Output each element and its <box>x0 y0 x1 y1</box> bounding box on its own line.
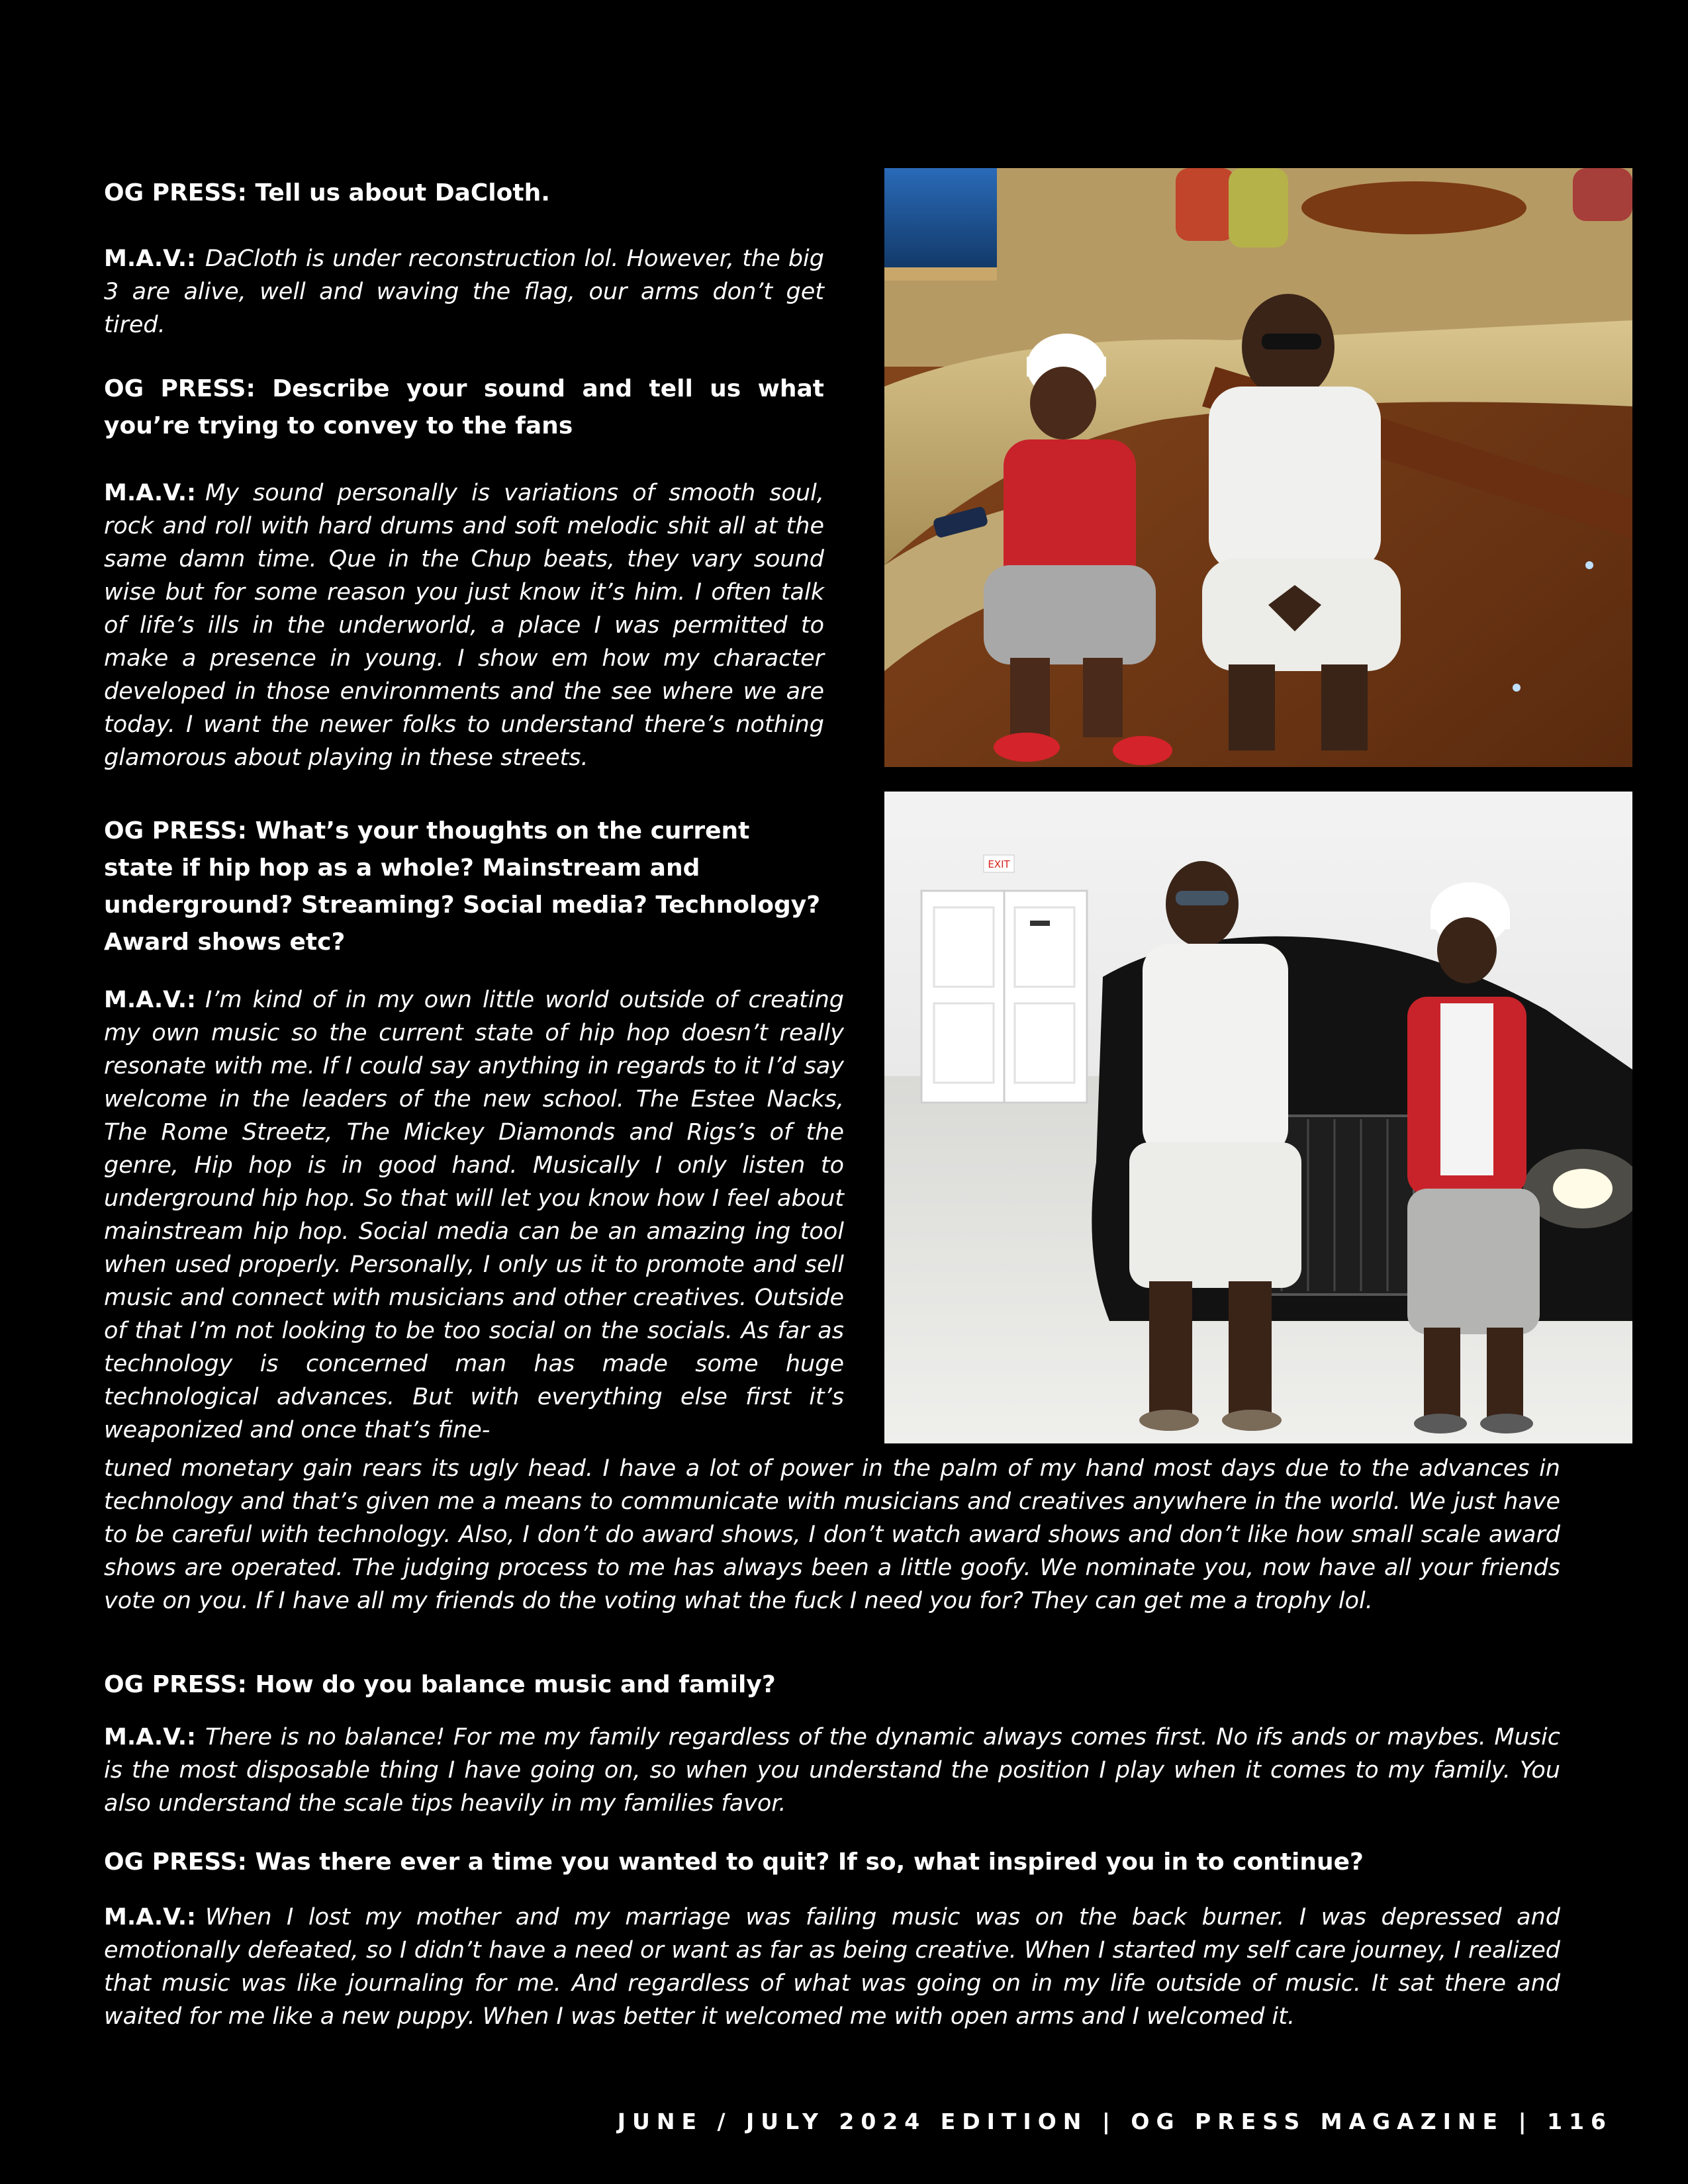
answer-text: There is no balance! For me my family regardless of the dynamic always comes first. No ifs ands or maybes. Music is the most disposable thing I have going on, so when you understand the position I play when it comes to my family. You also understand the scale tips heavily in my families favor. <box>104 1724 1560 1817</box>
answer-balance <box>104 1721 1560 1820</box>
question-quit <box>104 1844 1560 1881</box>
answer-text: When I lost my mother and my marriage was failing music was on the back burner. I was depressed and emotionally defeated, so I didn’t have a need or want as far as being creative. When I started my self care journey, I realized that music was like journaling for me. And regardless of what was going on in my life outside of music. It sat there and waited for me like a new puppy. When I was better it welcomed me with open arms and I welcomed it. <box>104 1904 1560 2030</box>
photo-yacht-interior <box>884 168 1632 767</box>
exit-sign-text: EXIT <box>988 858 1010 870</box>
question-dacloth <box>104 175 825 212</box>
question-text: OG PRESS: Describe your sound and tell us what you’re trying to convey to the fans <box>104 375 824 439</box>
answer-dacloth <box>104 242 824 341</box>
question-text: OG PRESS: Tell us about DaCloth. <box>104 179 550 206</box>
photo-garage-car <box>884 792 1632 1443</box>
page-footer: JUNE / JULY 2024 EDITION | OG PRESS MAGAZINE | 116 <box>617 2109 1613 2134</box>
answer-label: M.A.V.: <box>104 246 197 272</box>
question-balance <box>104 1666 1560 1704</box>
answer-quit <box>104 1901 1560 2033</box>
photo-yacht-interior-image <box>884 168 1632 767</box>
answer-label: M.A.V.: <box>104 480 197 506</box>
answer-text: DaCloth is under reconstruction lol. However, the big 3 are alive, well and waving the flag, our arms don’t get tired. <box>104 246 824 338</box>
answer-text: I’m kind of in my own little world outside of creating my own music so the current state of hip hop doesn’t really resonate with me. If I could say anything in regards to it I’d say welcome in the leaders of the new school. The Estee Nacks, The Rome Streetz, The Mickey Diamonds and Rigs’s of the genre, Hip hop is in good hand. Musically I only listen to underground hip hop. So that will let you know how I feel about mainstream hip hop. Social media can be an amazing ing tool when used properly. Personally, I only us it to promote and sell music and connect with musicians and other creatives. Outside of that I’m not looking to be too social on the socials. As far as technology is concerned man has made some huge technological advances. But with everything else first it’s weaponized and once that’s fine- <box>104 987 844 1443</box>
answer-label: M.A.V.: <box>104 987 197 1013</box>
question-hiphop-state <box>104 813 824 961</box>
answer-hiphop-state-part2 <box>104 1452 1560 1617</box>
question-text: OG PRESS: Was there ever a time you wanted to quit? If so, what inspired you in to continue? <box>104 1848 1364 1876</box>
question-text: OG PRESS: How do you balance music and family? <box>104 1671 776 1698</box>
answer-hiphop-state-part1 <box>104 983 844 1447</box>
answer-label: M.A.V.: <box>104 1724 197 1751</box>
answer-text: tuned monetary gain rears its ugly head. I have a lot of power in the palm of my hand most days due to the advances in technology and that’s given me a means to communicate with musicians and creatives anywhere in the world. We just have to be careful with technology. Also, I don’t do award shows, I don’t watch award shows and don’t like how small scale award shows are operated. The judging process to me has always been a little goofy. We nominate you, now have all your friends vote on you. If I have all my friends do the voting what the fuck I need you for? They can get me a trophy lol. <box>104 1455 1560 1614</box>
answer-sound <box>104 477 824 774</box>
photo-garage-car-image <box>884 792 1632 1443</box>
question-sound <box>104 371 824 445</box>
answer-label: M.A.V.: <box>104 1904 197 1931</box>
question-text: OG PRESS: What’s your thoughts on the current state if hip hop as a whole? Mainstream and underground? Streaming? Social media? Technology? Award shows etc? <box>104 817 821 956</box>
answer-text: My sound personally is variations of smooth soul, rock and roll with hard drums and soft melodic shit all at the same damn time. Que in the Chup beats, they vary sound wise but for some reason you just know it’s him. I often talk of life’s ills in the underworld, a place I was permitted to make a presence in young. I show em how my character developed in those environments and the see where we are today. I want the newer folks to understand there’s nothing glamorous about playing in these streets. <box>104 480 824 771</box>
